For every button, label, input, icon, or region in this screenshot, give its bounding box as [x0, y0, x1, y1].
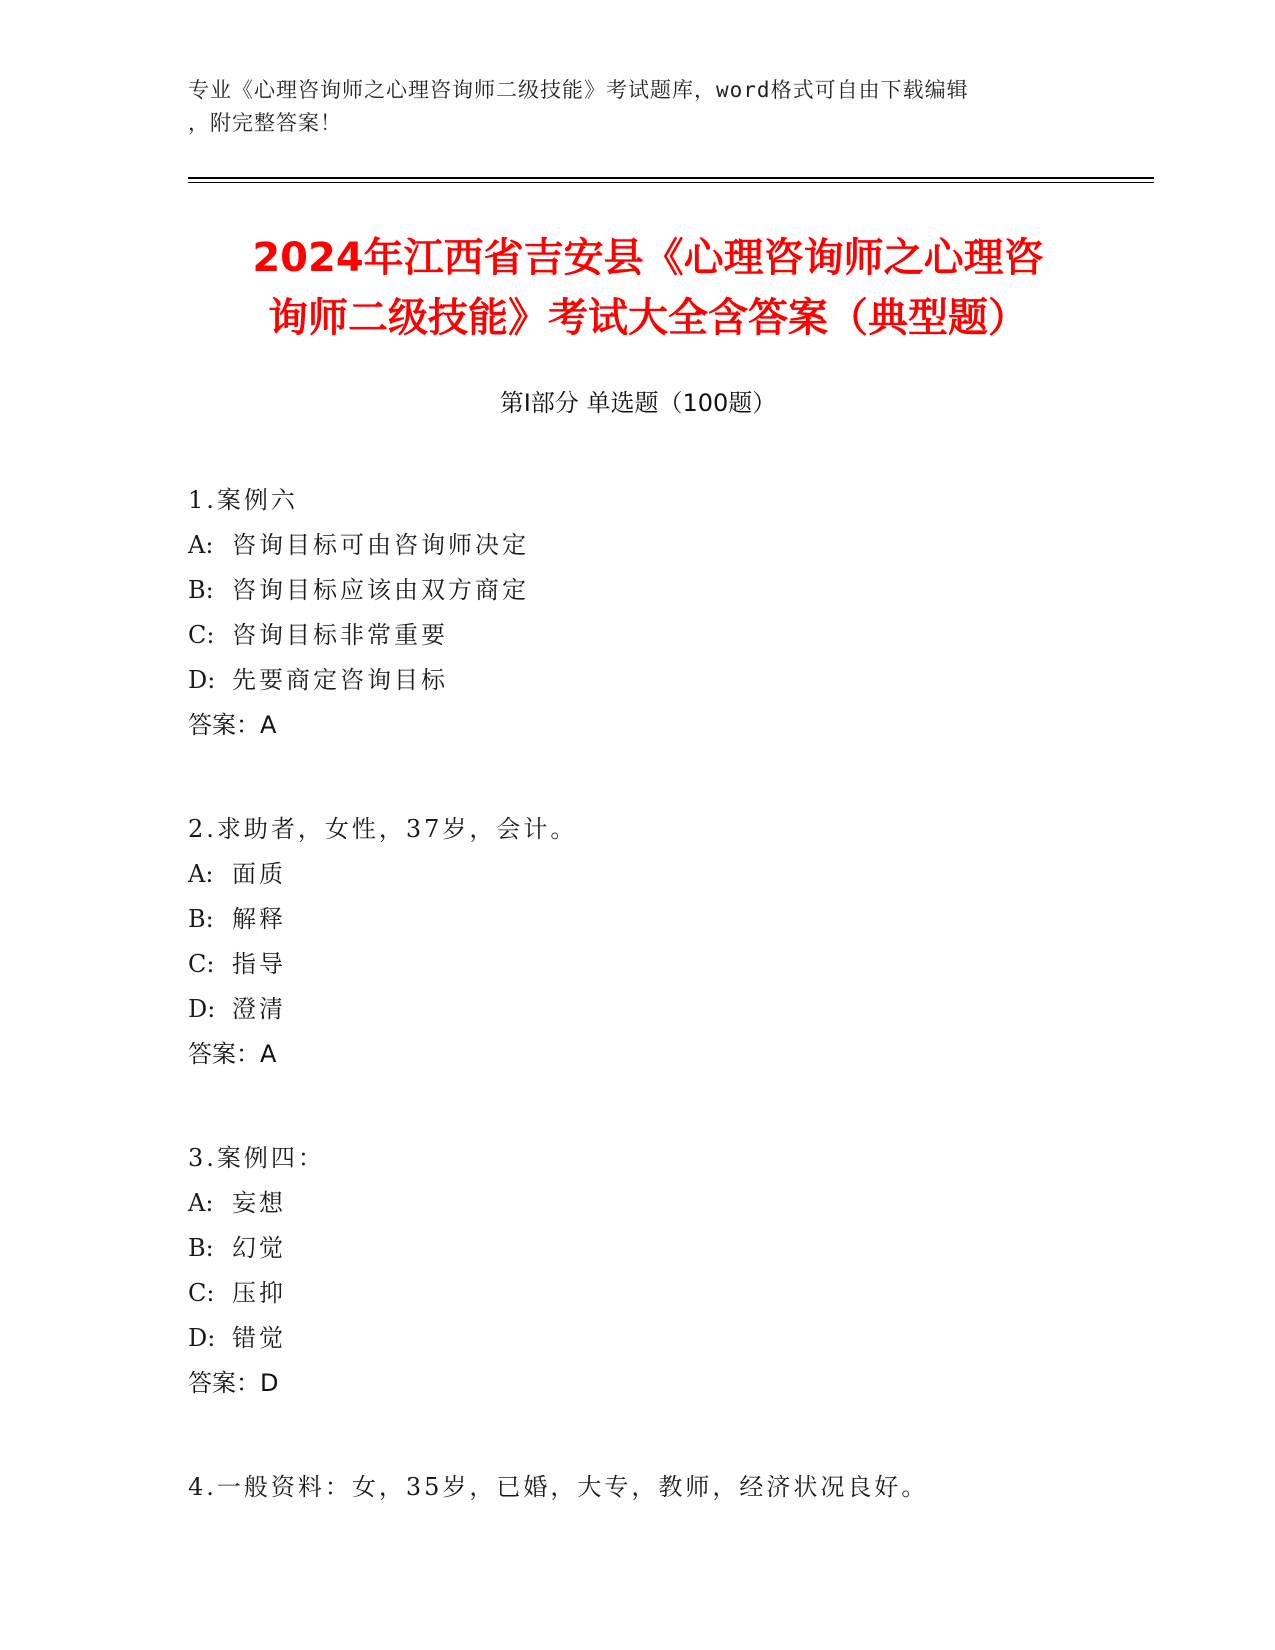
section-heading: 第Ⅰ部分 单选题（100题）	[499, 389, 777, 417]
option-b	[188, 568, 1088, 613]
question-4	[188, 1465, 1088, 1510]
header-note	[188, 74, 1068, 140]
question-3	[188, 1136, 1088, 1406]
option-d	[188, 1316, 1088, 1361]
option-letter: C:	[188, 621, 215, 649]
answer-line	[188, 703, 1088, 748]
question-list	[188, 478, 1088, 1569]
option-b	[188, 897, 1088, 942]
option-text: 解释	[232, 905, 286, 933]
option-c	[188, 613, 1088, 658]
answer-line	[188, 1361, 1088, 1406]
option-text: 幻觉	[232, 1234, 286, 1262]
header-note-line-1: 专业《心理咨询师之心理咨询师二级技能》考试题库，word格式可自由下载编辑	[188, 78, 969, 102]
document-title-line-2: 询师二级技能》考试大全含答案（典型题）	[268, 295, 1028, 341]
question-stem: 4.一般资料：女，35岁，已婚，大专，教师，经济状况良好。	[188, 1473, 929, 1501]
option-letter: D:	[188, 1324, 216, 1352]
header-rule-thin	[188, 182, 1154, 183]
answer-value: A	[260, 711, 277, 739]
option-text: 咨询目标可由咨询师决定	[232, 531, 529, 559]
option-letter: B:	[188, 576, 214, 604]
answer-label: 答案：	[188, 711, 260, 739]
option-text: 指导	[232, 950, 286, 978]
option-letter: B:	[188, 905, 214, 933]
option-d	[188, 987, 1088, 1032]
option-text: 咨询目标非常重要	[232, 621, 448, 649]
option-letter: D:	[188, 995, 216, 1023]
header-note-line-2: ，附完整答案！	[188, 111, 342, 135]
answer-value: A	[260, 1040, 277, 1068]
question-1	[188, 478, 1088, 748]
option-text: 压抑	[232, 1279, 286, 1307]
option-a	[188, 523, 1088, 568]
option-a	[188, 1181, 1088, 1226]
question-2	[188, 807, 1088, 1077]
option-letter: B:	[188, 1234, 214, 1262]
question-stem: 1.案例六	[188, 486, 298, 514]
option-c	[188, 942, 1088, 987]
option-text: 错觉	[232, 1324, 286, 1352]
document-title	[188, 228, 1108, 348]
option-a	[188, 852, 1088, 897]
document-title-line-1: 2024年江西省吉安县《心理咨询师之心理咨	[252, 235, 1044, 281]
option-c	[188, 1271, 1088, 1316]
option-letter: C:	[188, 950, 215, 978]
option-letter: A:	[188, 1189, 214, 1217]
option-letter: A:	[188, 860, 214, 888]
option-d	[188, 658, 1088, 703]
option-letter: A:	[188, 531, 214, 559]
answer-label: 答案：	[188, 1040, 260, 1068]
question-stem: 3.案例四：	[188, 1144, 325, 1172]
option-letter: C:	[188, 1279, 215, 1307]
option-text: 妄想	[232, 1189, 286, 1217]
answer-value: D	[260, 1369, 279, 1397]
answer-line	[188, 1032, 1088, 1077]
header-rule-thick	[188, 177, 1154, 179]
option-text: 澄清	[232, 995, 286, 1023]
answer-label: 答案：	[188, 1369, 260, 1397]
option-text: 咨询目标应该由双方商定	[232, 576, 529, 604]
option-letter: D:	[188, 666, 216, 694]
option-text: 面质	[232, 860, 286, 888]
question-stem: 2.求助者，女性，37岁，会计。	[188, 815, 578, 843]
option-b	[188, 1226, 1088, 1271]
option-text: 先要商定咨询目标	[232, 666, 448, 694]
